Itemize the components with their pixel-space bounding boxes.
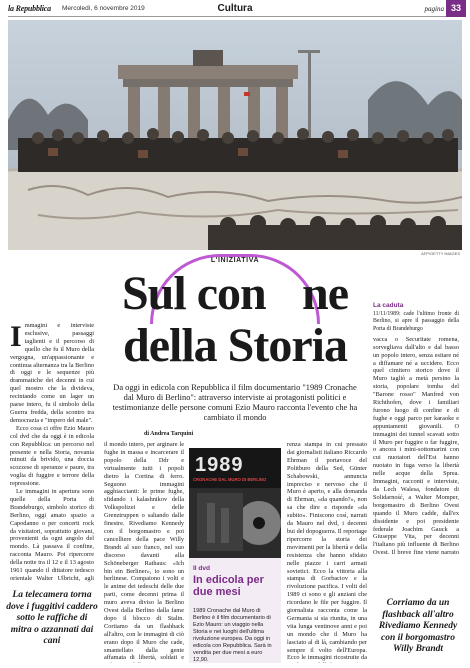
- issue-date: Mercoledì, 6 novembre 2019: [62, 5, 145, 12]
- headline-line-1: Sul con ne: [121, 267, 349, 320]
- drop-cap: I: [10, 322, 22, 353]
- dvd-promo-box: [189, 448, 281, 663]
- brandenburg-gate-crowd-illustration: [8, 20, 462, 250]
- dvd-caption: 1989 Cronache dal Muro di Berlino è il film documentario di Ezio Mauro: un viaggio nella Storia e nei luoghi dell'ultima rivoluzione europea. Da oggi in edicola con Repubblica. Sarà in vendita per due mesi a euro 12,90.: [193, 608, 272, 663]
- article-standfirst: Da oggi in edicola con Repubblica il film documentario "1989 Cronache dal Muro di Berlino": attraverso interviste ai protagonisti politici e testimonianze delle persone comuni Ezio Mauro racconta l'evento che ha cambiato il mondo: [112, 383, 358, 422]
- photo-credit: AFP/GETTY IMAGES: [421, 251, 460, 256]
- article-headline: [100, 268, 370, 372]
- dvd-cover-title: 1989: [195, 454, 244, 476]
- page-header: [8, 3, 462, 17]
- article-byline: di Andrea Tarquini: [144, 431, 194, 437]
- column-4-text: vacca o Securitate romena, sorvegliava dall'alto e dal basso un popolo intero, senza esitare né a diffamare né a uccidere. Ecco quel cimitero storico dove il Muro tagliò a metà persino la storia, popolare tomba del "Barone rosso" Manfred von Richthofen, dove i familiari furono luogo di confine e di fughe e oggi parco per karaoke e appuntamenti giovanili. O immagini dei tunnel scavati sotto il Muro per fuggire o far fuggire, o ancora i mini-sottomarini con cui nuotatori dell'Est hanno nuotato in fuga verso la libertà nelle acque della Sprea. Immagini, racconti e interviste, da Lech Walesa, fondatore di Solidarność, a Walter Momper, borgomastro di Berlino Ovest quando il Muro cadde, dall'ex dissidente e poi presidente federale Joachim Gauck a Giuseppe Vita, per decenni l'italiano più influente di Berlino Ovest. Il breve fine viene narrato: [373, 335, 459, 557]
- column-1-paragraph-2: Ecco cosa ci offre Ezio Mauro col dvd che da oggi è in edicola con Repubblica: un percorso nel presente e nella Storia, novanta minuti da brivido, una doccia scozzese di speranze e paure, tra voglia di fuggire e terrore della repressione.: [10, 424, 94, 488]
- article-column-3: renza stampa in cui pressato dai giornalisti italiano Riccardo Ehrman il portavoce del Politburo della Sed, Günter Schabowski, annuncia impreciso e nervoso che il Muro è aperto, e alla domanda di Ehrman, «da quando?», non sa che dire e risponde «da subito». Finiscono così, narrati da Mauro nel dvd, i decenni bui del dopoguerra. Il reportage ripercorre la storia dei movimenti per la libertà e della resistenza che hanno sfidato nelle piazze i carri armati sovietici. Ecco la vittoria alla stampa di Gorbaciov e la rivoluzione pacifica. I volti del 1989 ci sono e gli anziani che ricordano le file per fuggire. Il giornalista racconta come la Germania si sia riunita, in una vita lunga ventinove anni e poi un mondo che il Muro ha lasciato al di là, cambiando per sempre il volto dell'Europa. Ecco le immagini ricostruite da: [287, 441, 367, 662]
- article-kicker: L'INIZIATIVA: [210, 257, 260, 264]
- pull-quote-right: Corriamo da un flashback all'altro Rivediamo Kennedy con il borgomastro Willy Brandt: [378, 598, 458, 654]
- article-column-4: [373, 302, 459, 557]
- berlin-wall-photo: [8, 20, 462, 250]
- dvd-tag: Il dvd: [193, 565, 210, 572]
- page-label: pagina: [424, 5, 444, 13]
- dvd-headline: In edicola per due mesi: [193, 574, 264, 598]
- sidebar-label: La caduta: [373, 302, 404, 309]
- section-name: Cultura: [217, 3, 253, 14]
- article-column-1: [10, 322, 94, 582]
- headline-line-2: della Storia: [123, 319, 347, 372]
- column-1-paragraph-1: mmagini e interviste esclusive, passaggi taglienti e il percorso di quello che fu il Muro della vergogna, un'appassionante e continua alternanza tra la Berlino di oggi e le sequenze più drammatiche dei decenni in cui quel mostro che la divideva, recintando come un lager un paese intero, fu il simbolo della Guerra fredda, della scontro tra democrazia e "impero del male".: [10, 322, 94, 424]
- article-column-2: il mondo intero, per arginare le fughe in massa e incarcerare il popolo della Ddr e virtualmente tutti i popoli dietro la Cortina di ferro. Seguono immagini agghiaccianti: le prime fughe, sfidando i kalashnikov della Volkspolizei e delle Grenztruppen o saltando dalle finestre. Rivediamo Kennedy con il borgomastro e poi cancelliere della pace Willy Brandt al suo fianco, nel suo discorso davanti alla Schöneberger Rathaus: «Ich bin ein Berliner», io sono un berlinese. Compaiono i volti e le anime dei tedeschi delle due parti, come decenni prima il muro aveva diviso la Berlino Ovest dalla Berlino dalla fame dopo il blocco di Stalin. Cortiamo da un flashback all'altro, con le immagini di ciò erano dopo il Muro che cade, smantellato dalla gente affamata di libertà, soldati e: [104, 441, 184, 662]
- dvd-cover-subtitle: CRONACHE DAL MURO DI BERLINO: [193, 477, 267, 482]
- sidebar-meta: 11/11/1989: cade l'ultimo fronte di Berlino, si apre il passaggio della Porta di Brandeburgo: [373, 310, 459, 332]
- page-number-badge: 33: [446, 0, 466, 17]
- dvd-cover: [189, 448, 281, 558]
- column-1-paragraph-3: Le immagini in apertura sono quelle della Porta di Brandeburgo, simbolo storico di Berlino, oggi amato spazio a Capodanno o per concerti rock da visitatori, soprattutto giovani, provenienti da ogni angolo del mondo. Là passava il confine, racconta Mauro. Poi ripercorre della notte tra il 12 e il 13 agosto 1961 quando il dittatore tedesco orientale Walter Ulbricht, agli: [10, 488, 94, 582]
- pull-quote-left: La telecamera torna dove i fuggitivi caddero sotto le raffiche di mitra o azzannati dai cani: [6, 590, 98, 646]
- newspaper-masthead: la Repubblica: [8, 4, 51, 13]
